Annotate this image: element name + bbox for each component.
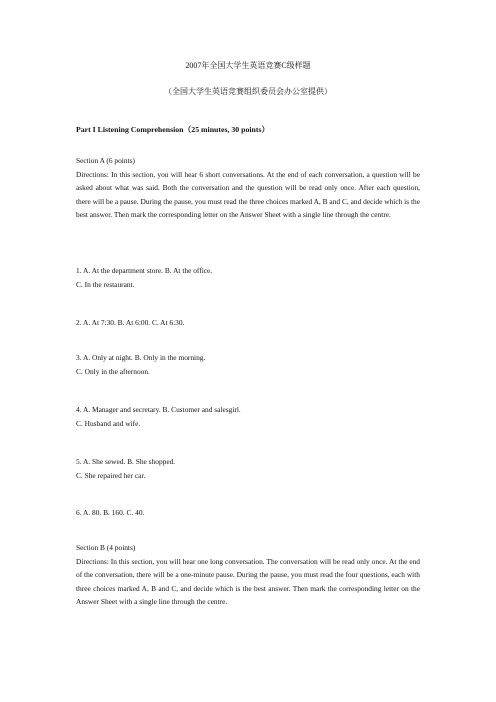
question-4-line2: C. Husband and wife. bbox=[76, 418, 141, 428]
question-3 bbox=[76, 351, 420, 378]
section-b-directions: Directions: In this section, you will hear one long conversation. The conversation will be read only once. At the end of the conversation, there will be a one-minute pause. During the pause, you must read the four questions, each with three choices marked A, B and C, and decide which is the best answer. Then mark the corresponding letter on the Answer Sheet with a single line through the centre. bbox=[76, 556, 420, 606]
section-b-heading: Section B (4 points) bbox=[76, 543, 136, 552]
question-1-line2: C. In the restaurant. bbox=[76, 279, 135, 289]
question-3-line1: 3. A. Only at night. B. Only in the morning. bbox=[76, 353, 206, 362]
question-5 bbox=[76, 455, 420, 482]
section-b bbox=[76, 541, 420, 609]
section-a-directions: Directions: In this section, you will hear 6 short conversations. At the end of each conversation, a question will be asked about what was said. Both the conversation and the question will be read only once. After each question, there will be a pause. During the pause, you must read the three choices marked A, B and C, and decide which is the best answer. Then mark the corresponding letter on the Answer Sheet with a single line through the centre. bbox=[76, 169, 420, 219]
question-2-line1: 2. A. At 7:30. B. At 6:00. C. At 6:30. bbox=[76, 318, 185, 327]
section-a bbox=[76, 154, 420, 222]
question-6 bbox=[76, 506, 420, 520]
question-5-line2: C. She repaired her car. bbox=[76, 470, 146, 480]
question-1-line1: 1. A. At the department store. B. At the office. bbox=[76, 266, 213, 275]
doc-title: 2007年全国大学生英语竞赛C级样题 bbox=[185, 61, 311, 70]
question-4 bbox=[76, 403, 420, 430]
question-1 bbox=[76, 264, 420, 291]
question-5-line1: 5. A. She sewed. B. She shopped. bbox=[76, 457, 176, 466]
question-4-line1: 4. A. Manager and secretary. B. Customer and salesgirl. bbox=[76, 405, 241, 414]
question-6-line1: 6. A. 80. B. 160. C. 40. bbox=[76, 508, 145, 517]
question-2 bbox=[76, 316, 420, 330]
section-a-heading: Section A (6 points) bbox=[76, 156, 135, 165]
part1-heading: Part I Listening Comprehension（25 minutes, 30 points） bbox=[76, 125, 270, 134]
doc-subtitle: （全国大学生英语竞赛组织委员会办公室提供） bbox=[164, 87, 332, 96]
question-3-line2: C. Only in the afternoon. bbox=[76, 366, 150, 376]
